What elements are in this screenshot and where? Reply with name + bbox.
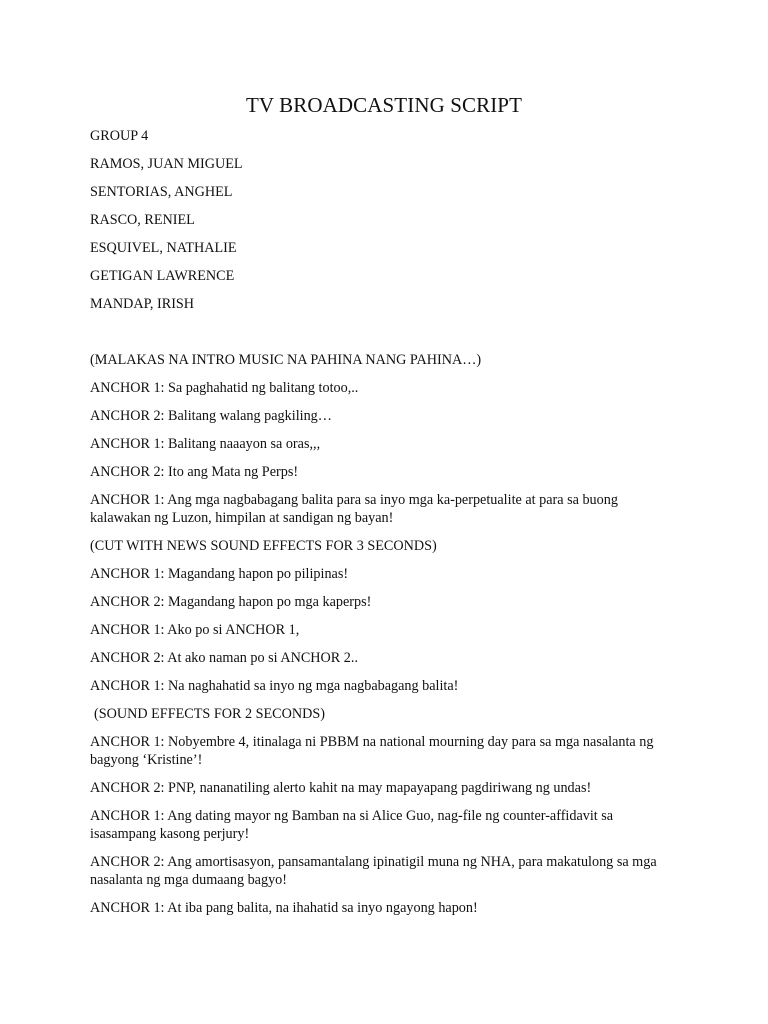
script-line: ANCHOR 2: At ako naman po si ANCHOR 2.. [90,650,358,666]
script-line: ANCHOR 2: PNP, nananatiling alerto kahit na may mapayapang pagdiriwang ng undas! [90,780,592,796]
stage-direction: (CUT WITH NEWS SOUND EFFECTS FOR 3 SECONDS) [90,538,437,554]
script-line: ANCHOR 2: Balitang walang pagkiling… [90,408,332,424]
script-line: ANCHOR 2: Ang amortisasyon, pansamantalang ipinatigil muna ng NHA, para makatulong sa mga nasalanta ng mga dumaang bagyo! [90,854,657,888]
script-line: ANCHOR 1: Ang dating mayor ng Bamban na si Alice Guo, nag-file ng counter-affidavit sa isasampang kasong perjury! [90,808,614,842]
script-block [90,351,680,917]
stage-direction: (MALAKAS NA INTRO MUSIC NA PAHINA NANG PAHINA…) [90,352,482,368]
script-line: ANCHOR 1: Ako po si ANCHOR 1, [90,622,300,638]
script-line: ANCHOR 2: Ito ang Mata ng Perps! [90,464,299,480]
member-name: GETIGAN LAWRENCE [90,268,235,284]
member-name: RASCO, RENIEL [90,212,195,228]
member-name: ESQUIVEL, NATHALIE [90,240,237,256]
document-body [90,127,680,927]
member-name: RAMOS, JUAN MIGUEL [90,156,243,172]
script-line: ANCHOR 1: Ang mga nagbabagang balita para sa inyo mga ka-perpetualite at para sa buong kalawakan ng Luzon, himpilan at sandigan ng bayan! [90,492,618,526]
script-line: ANCHOR 1: Balitang naaayon sa oras,,, [90,436,321,452]
script-line: ANCHOR 2: Magandang hapon po mga kaperps! [90,594,372,610]
member-name: MANDAP, IRISH [90,296,195,312]
group-label: GROUP 4 [90,128,149,144]
member-name: SENTORIAS, ANGHEL [90,184,233,200]
script-line: ANCHOR 1: Magandang hapon po pilipinas! [90,566,349,582]
document-title: TV BROADCASTING SCRIPT [245,93,523,117]
stage-direction: (SOUND EFFECTS FOR 2 SECONDS) [94,706,325,722]
script-line: ANCHOR 1: Nobyembre 4, itinalaga ni PBBM na national mourning day para sa mga nasalanta ng bagyong ‘Kristine’! [90,734,654,768]
blank-line [90,323,680,351]
script-line: ANCHOR 1: At iba pang balita, na ihahatid sa inyo ngayong hapon! [90,900,478,916]
group-members-block [90,127,680,313]
script-line: ANCHOR 1: Sa paghahatid ng balitang totoo,.. [90,380,359,396]
script-line: ANCHOR 1: Na naghahatid sa inyo ng mga nagbabagang balita! [90,678,459,694]
